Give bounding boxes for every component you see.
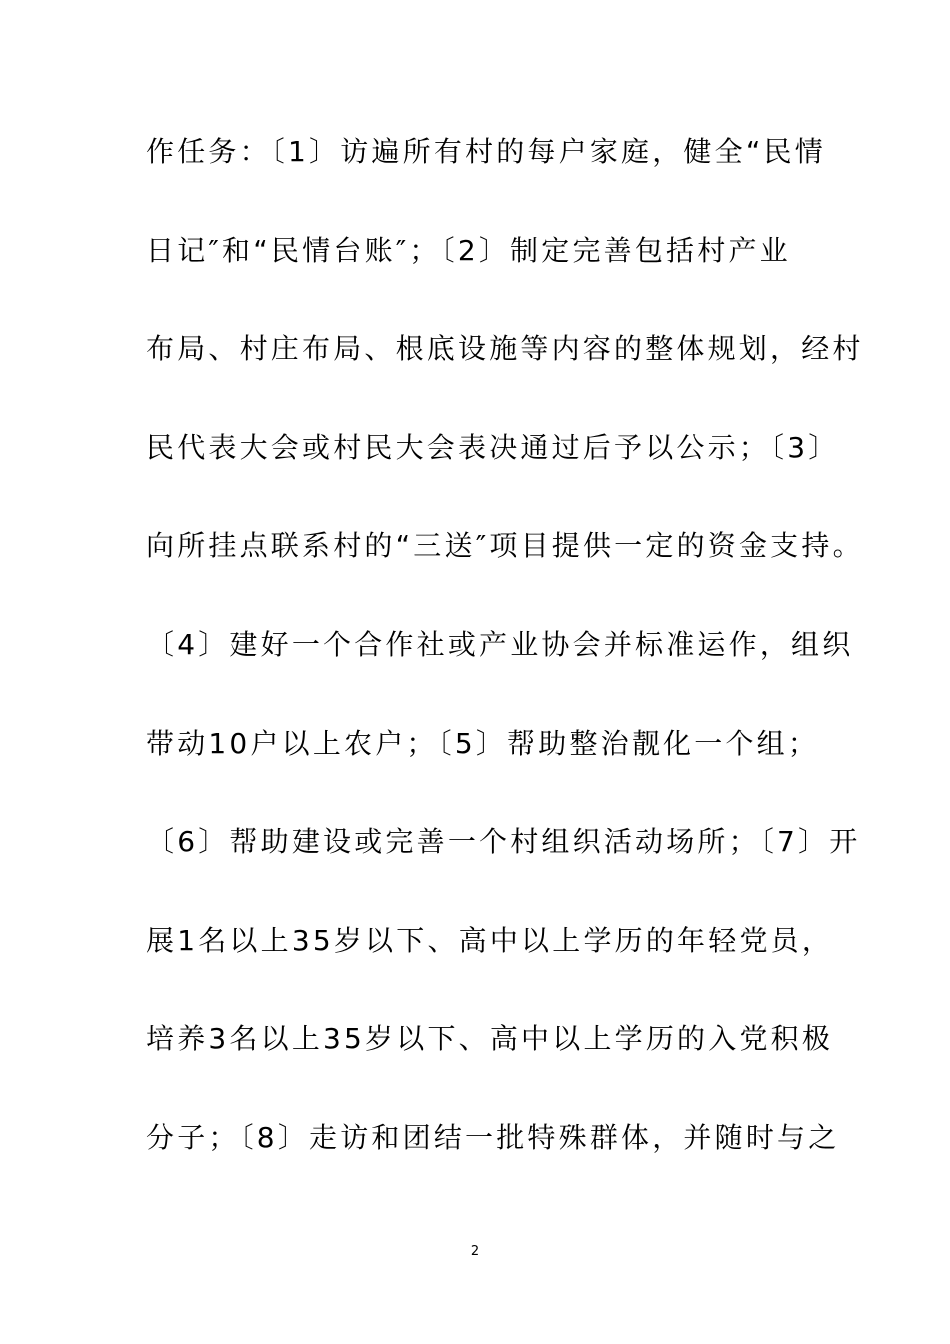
text-line-6: 〔4〕建好一个合作社或产业协会并标准运作，组织	[146, 627, 854, 661]
text-line-2: 日记″和“民情台账″；〔2〕制定完善包括村产业	[146, 233, 791, 267]
text-line-3: 布局、村庄布局、根底设施等内容的整体规划，经村	[146, 332, 864, 366]
text-line-10: 培养3名以上35岁以下、高中以上学历的入党积极	[146, 1022, 834, 1056]
body-text	[146, 126, 864, 1211]
text-line-9: 展1名以上35岁以下、高中以上学历的年轻党员，	[146, 923, 834, 957]
text-line-7: 带动10户以上农户；〔5〕帮助整治靓化一个组；	[146, 726, 820, 760]
text-line-11: 分子；〔8〕走访和团结一批特殊群体，并随时与之	[146, 1120, 840, 1154]
text-line-8: 〔6〕帮助建设或完善一个村组织活动场所；〔7〕开	[146, 825, 861, 859]
page-number: 2	[470, 1244, 480, 1259]
text-line-4: 民代表大会或村民大会表决通过后予以公示；〔3〕	[146, 430, 840, 464]
text-line-5: 向所挂点联系村的“三送″项目提供一定的资金支持。	[146, 529, 864, 563]
text-line-1: 作任务：〔1〕访遍所有村的每户家庭，健全“民情	[146, 135, 826, 168]
